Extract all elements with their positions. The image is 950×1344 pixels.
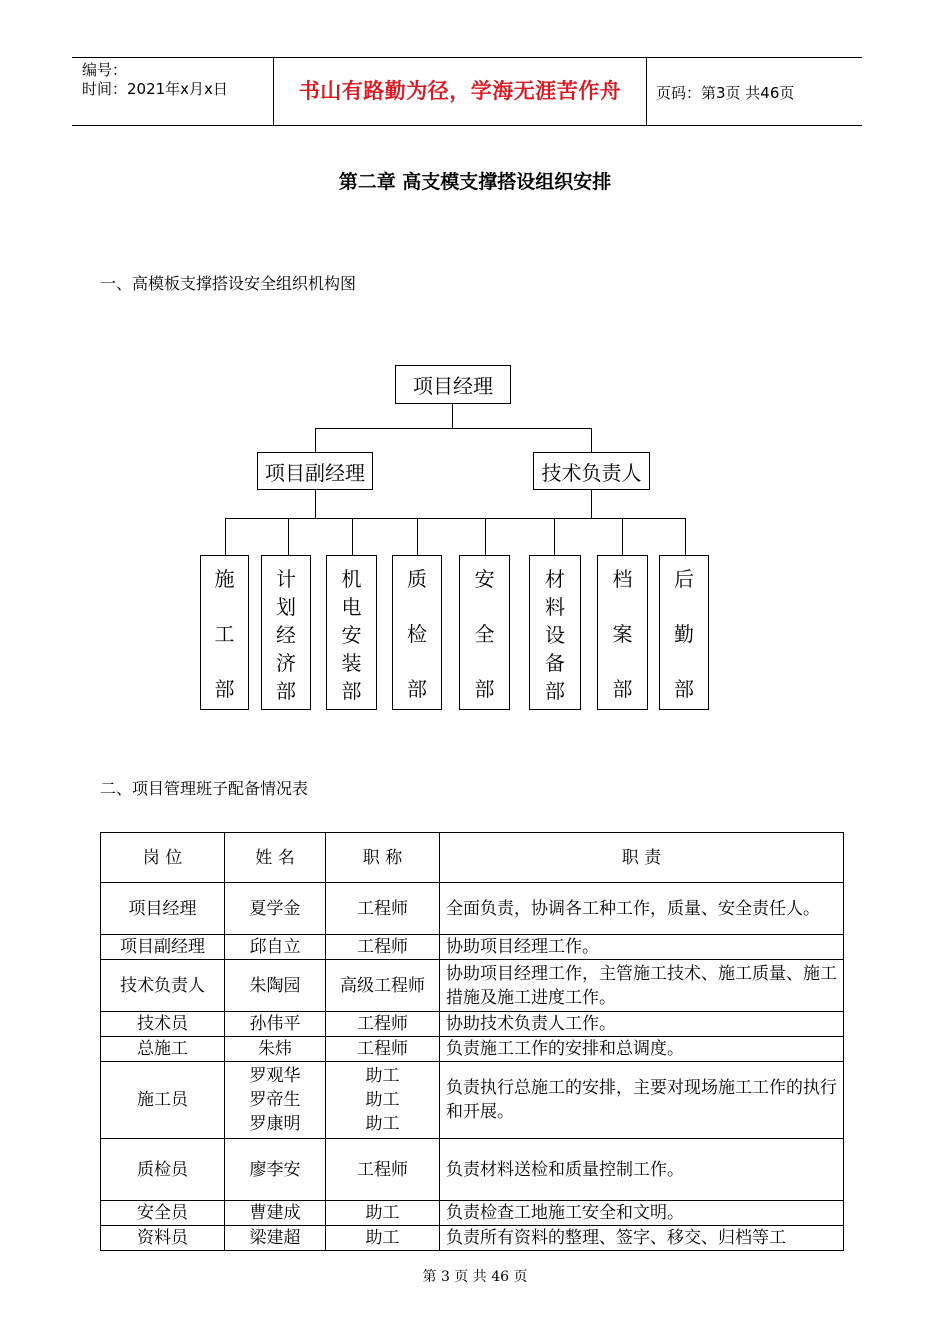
cell-title: 助工 — [365, 1090, 400, 1110]
dept-char: 案 — [612, 622, 633, 646]
dept-char: 勤 — [674, 622, 694, 646]
header-title: 职 称 — [326, 833, 440, 883]
dept-char: 部 — [612, 677, 633, 701]
dept-char: 部 — [214, 677, 235, 701]
cell-name: 朱陶园 — [225, 960, 326, 1012]
cell-post: 安全员 — [101, 1201, 225, 1226]
dept-char: 装 — [341, 651, 362, 675]
org-line — [225, 518, 686, 519]
org-box-project-manager: 项目经理 — [395, 365, 511, 404]
org-dept-quality — [392, 555, 442, 710]
cell-duty: 协助项目经理工作，主管施工技术、施工质量、施工措施及施工进度工作。 — [440, 960, 844, 1012]
cell-post: 质检员 — [101, 1139, 225, 1201]
table-row — [101, 1201, 844, 1226]
org-dept-construction — [200, 555, 249, 710]
org-line — [591, 489, 592, 518]
table-row — [101, 960, 844, 1012]
cell-title: 助工 — [365, 1114, 400, 1134]
dept-char: 安 — [474, 567, 495, 591]
org-dept-material-equipment — [529, 555, 581, 710]
cell-duty: 协助技术负责人工作。 — [440, 1012, 844, 1037]
cell-duty: 负责执行总施工的安排，主要对现场施工工作的执行和开展。 — [440, 1062, 844, 1139]
table-row — [101, 1226, 844, 1251]
cell-title: 高级工程师 — [326, 960, 440, 1012]
dept-char: 材 — [545, 567, 565, 591]
cell-post: 总施工 — [101, 1037, 225, 1062]
dept-char: 备 — [545, 651, 565, 675]
org-line — [315, 489, 316, 518]
cell-duty: 负责材料送检和质量控制工作。 — [440, 1139, 844, 1201]
cell-name: 梁建超 — [225, 1226, 326, 1251]
header-page-info: 页码：第3页 共46页 — [656, 84, 795, 102]
doc-number-label: 编号： — [82, 61, 128, 79]
cell-title: 工程师 — [326, 1139, 440, 1201]
org-line — [452, 403, 453, 428]
cell-post: 项目副经理 — [101, 935, 225, 960]
cell-name: 罗康明 — [249, 1114, 301, 1134]
dept-char: 计 — [276, 567, 296, 591]
org-box-deputy-manager: 项目副经理 — [257, 452, 373, 490]
dept-char: 机 — [341, 567, 362, 591]
dept-char: 部 — [341, 679, 362, 703]
doc-time-label: 时间：2021年x月x日 — [82, 80, 228, 98]
cell-name: 曹建成 — [225, 1201, 326, 1226]
org-dept-mep-install — [326, 555, 377, 710]
cell-duty: 负责检查工地施工安全和文明。 — [440, 1201, 844, 1226]
org-line — [352, 518, 353, 555]
cell-names — [225, 1062, 326, 1139]
cell-name: 邱自立 — [225, 935, 326, 960]
org-dept-planning-economy — [261, 555, 311, 710]
cell-post: 技术负责人 — [101, 960, 225, 1012]
cell-duty: 全面负责，协调各工种工作，质量、安全责任人。 — [440, 883, 844, 935]
header-post: 岗 位 — [101, 833, 225, 883]
org-line — [225, 518, 226, 555]
org-dept-logistics — [659, 555, 709, 710]
cell-title: 助工 — [326, 1201, 440, 1226]
org-line — [315, 428, 592, 429]
cell-duty: 协助项目经理工作。 — [440, 935, 844, 960]
org-line — [315, 428, 316, 452]
section1-title: 一、高模板支撑搭设安全组织机构图 — [100, 274, 357, 293]
cell-title: 助工 — [326, 1226, 440, 1251]
table-row — [101, 1012, 844, 1037]
header-divider-2 — [646, 57, 647, 125]
cell-title: 工程师 — [326, 935, 440, 960]
dept-char: 全 — [474, 622, 495, 646]
table-row — [101, 935, 844, 960]
cell-title: 工程师 — [326, 1037, 440, 1062]
org-dept-safety — [459, 555, 510, 710]
cell-post: 施工员 — [101, 1062, 225, 1139]
dept-char: 部 — [674, 677, 694, 701]
dept-char: 部 — [474, 677, 495, 701]
dept-char: 检 — [407, 622, 427, 646]
dept-char: 济 — [276, 651, 296, 675]
dept-char: 部 — [545, 679, 565, 703]
cell-name: 罗帝生 — [249, 1090, 301, 1110]
staff-table — [100, 832, 844, 1251]
table-row — [101, 1037, 844, 1062]
cell-title: 助工 — [365, 1066, 400, 1086]
org-line — [485, 518, 486, 555]
table-row — [101, 1062, 844, 1139]
cell-duty: 负责施工工作的安排和总调度。 — [440, 1037, 844, 1062]
cell-name: 夏学金 — [225, 883, 326, 935]
org-line — [622, 518, 623, 555]
page-footer: 第 3 页 共 46 页 — [422, 1269, 528, 1285]
org-box-technical-lead: 技术负责人 — [533, 452, 650, 490]
org-line — [554, 518, 555, 555]
dept-char: 设 — [545, 623, 565, 647]
dept-char: 安 — [341, 623, 362, 647]
dept-char: 质 — [407, 567, 427, 591]
cell-title: 工程师 — [326, 1012, 440, 1037]
cell-titles — [326, 1062, 440, 1139]
header-top-rule — [72, 57, 862, 58]
table-header-row — [101, 833, 844, 883]
org-line — [417, 518, 418, 555]
org-line — [591, 428, 592, 452]
chapter-title: 第二章 高支模支撑搭设组织安排 — [338, 171, 612, 193]
dept-char: 划 — [276, 595, 296, 619]
header-duty: 职 责 — [440, 833, 844, 883]
dept-char: 电 — [341, 595, 362, 619]
dept-char: 后 — [674, 567, 694, 591]
cell-post: 项目经理 — [101, 883, 225, 935]
table-row — [101, 883, 844, 935]
dept-char: 部 — [407, 677, 427, 701]
cell-title: 工程师 — [326, 883, 440, 935]
section2-title: 二、项目管理班子配备情况表 — [100, 779, 309, 798]
dept-char: 经 — [276, 623, 296, 647]
org-line — [288, 518, 289, 555]
cell-name: 孙伟平 — [225, 1012, 326, 1037]
cell-name: 罗观华 — [249, 1066, 301, 1086]
dept-char: 部 — [276, 679, 296, 703]
org-line — [685, 518, 686, 555]
dept-char: 工 — [214, 622, 235, 646]
cell-post: 资料员 — [101, 1226, 225, 1251]
dept-char: 料 — [545, 595, 565, 619]
table-row — [101, 1139, 844, 1201]
cell-post: 技术员 — [101, 1012, 225, 1037]
dept-char: 施 — [214, 567, 235, 591]
header-slogan: 书山有路勤为径，学海无涯苦作舟 — [298, 79, 622, 103]
cell-name: 朱炜 — [225, 1037, 326, 1062]
org-dept-archives — [597, 555, 648, 710]
dept-char: 档 — [612, 567, 633, 591]
header-bottom-rule — [72, 125, 862, 126]
header-name: 姓 名 — [225, 833, 326, 883]
cell-duty: 负责所有资料的整理、签字、移交、归档等工 — [440, 1226, 844, 1251]
cell-name: 廖李安 — [225, 1139, 326, 1201]
